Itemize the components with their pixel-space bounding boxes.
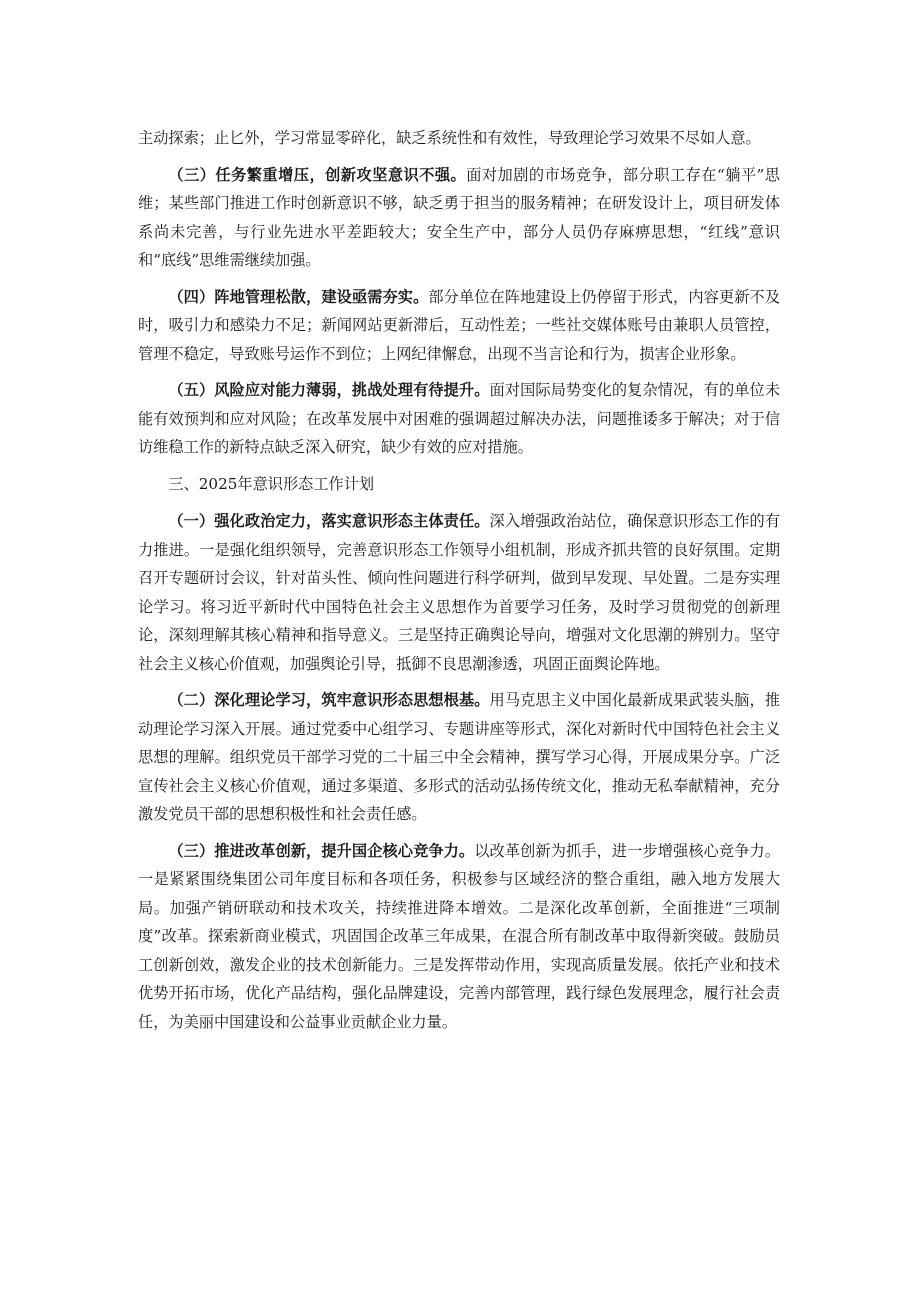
plan-paragraph-3 [138,837,780,1037]
paragraph-lead: （三）推进改革创新，提升国企核心竞争力。 [168,841,475,860]
document-page [138,124,780,1044]
paragraph-lead: （四）阵地管理松散，建设亟需夯实。 [168,287,429,306]
problem-paragraph-4 [138,283,780,369]
problem-paragraph-3 [138,161,780,275]
paragraph-lead: （二）深化理论学习，筑牢意识形态思想根基。 [168,691,490,709]
paragraph-body: 面对加剧的市场竞争，部分职工存在“躺平”思维；某些部门推进工作时创新意识不够，缺乏勇于担当的服务精神；在研发设计上，项目研发体系尚未完善，与行业先进水平差距较大；安全生产中，部分人员仍存麻痹思想，“红线”意识和“底线”思维需继续加强。 [138,165,780,269]
paragraph-lead: （三）任务繁重增压，创新攻坚意识不强。 [168,165,467,184]
problem-paragraph-5 [138,376,780,462]
section-heading: 三、2025年意识形态工作计划 [168,474,375,493]
plan-paragraph-2 [138,686,780,829]
paragraph-lead: （一）强化政治定力，落实意识形态主体责任。 [168,512,490,530]
paragraph-body: 用马克思主义中国化最新成果武装头脑，推动理论学习深入开展。通过党委中心组学习、专题讲座等形式，深化对新时代中国特色社会主义思想的理解。组织党员干部学习党的二十届三中全会精神，撰写学习心得，开展成果分享。广泛宣传社会主义核心价值观，通过多渠道、多形式的活动弘扬传统文化，推动无私奉献精神，充分激发党员干部的思想积极性和社会责任感。 [138,691,781,823]
paragraph-body: 深入增强政治站位，确保意识形态工作的有力推进。一是强化组织领导，完善意识形态工作领导小组机制，形成齐抓共管的良好氛围。定期召开专题研讨会议，针对苗头性、倾向性问题进行科学研判，做到早发现、早处置。二是夯实理论学习。将习近平新时代中国特色社会主义思想作为首要学习任务，及时学习贯彻党的创新理论，深刻理解其核心精神和指导意义。三是坚持正确舆论导向，增强对文化思潮的辨别力。坚守社会主义核心价值观，加强舆论引导，抵御不良思潮渗透，巩固正面舆论阵地。 [138,512,781,673]
paragraph-body: 面对国际局势变化的复杂情况，有的单位未能有效预判和应对风险；在改革发展中对困难的强调超过解决办法，问题推诿多于解决；对于信访维稳工作的新特点缺乏深入研究，缺少有效的应对措施。 [138,381,781,456]
paragraph-body: 部分单位在阵地建设上仍停留于形式，内容更新不及时，吸引力和感染力不足；新闻网站更新滞后，互动性差；一些社交媒体账号由兼职人员管控，管理不稳定，导致账号运作不到位；上网纪律懈怠，出现不当言论和行为，损害企业形象。 [138,287,781,363]
paragraph-lead: （五）风险应对能力薄弱，挑战处理有待提升。 [168,381,490,399]
plan-paragraph-1 [138,507,780,678]
paragraph-body: 以改革创新为抓手，进一步增强核心竞争力。一是紧紧围绕集团公司年度目标和各项任务，积极参与区域经济的整合重组，融入地方发展大局。加强产销研联动和技术攻关，持续推进降本增效。二是深化改革创新，全面推进“三项制度”改革。探索新商业模式，巩固国企改革三年成果，在混合所有制改革中取得新突破。鼓励员工创新创效，激发企业的技术创新能力。三是发挥带动作用，实现高质量发展。依托产业和技术优势开拓市场，优化产品结构，强化品牌建设，完善内部管理，践行绿色发展理念，履行社会责任，为美丽中国建设和公益事业贡献企业力量。 [138,841,781,1031]
intro-continuation-paragraph: 主动探索；止匕外，学习常显零碎化，缺乏系统性和有效性，导致理论学习效果不尽如人意。 [138,129,761,147]
